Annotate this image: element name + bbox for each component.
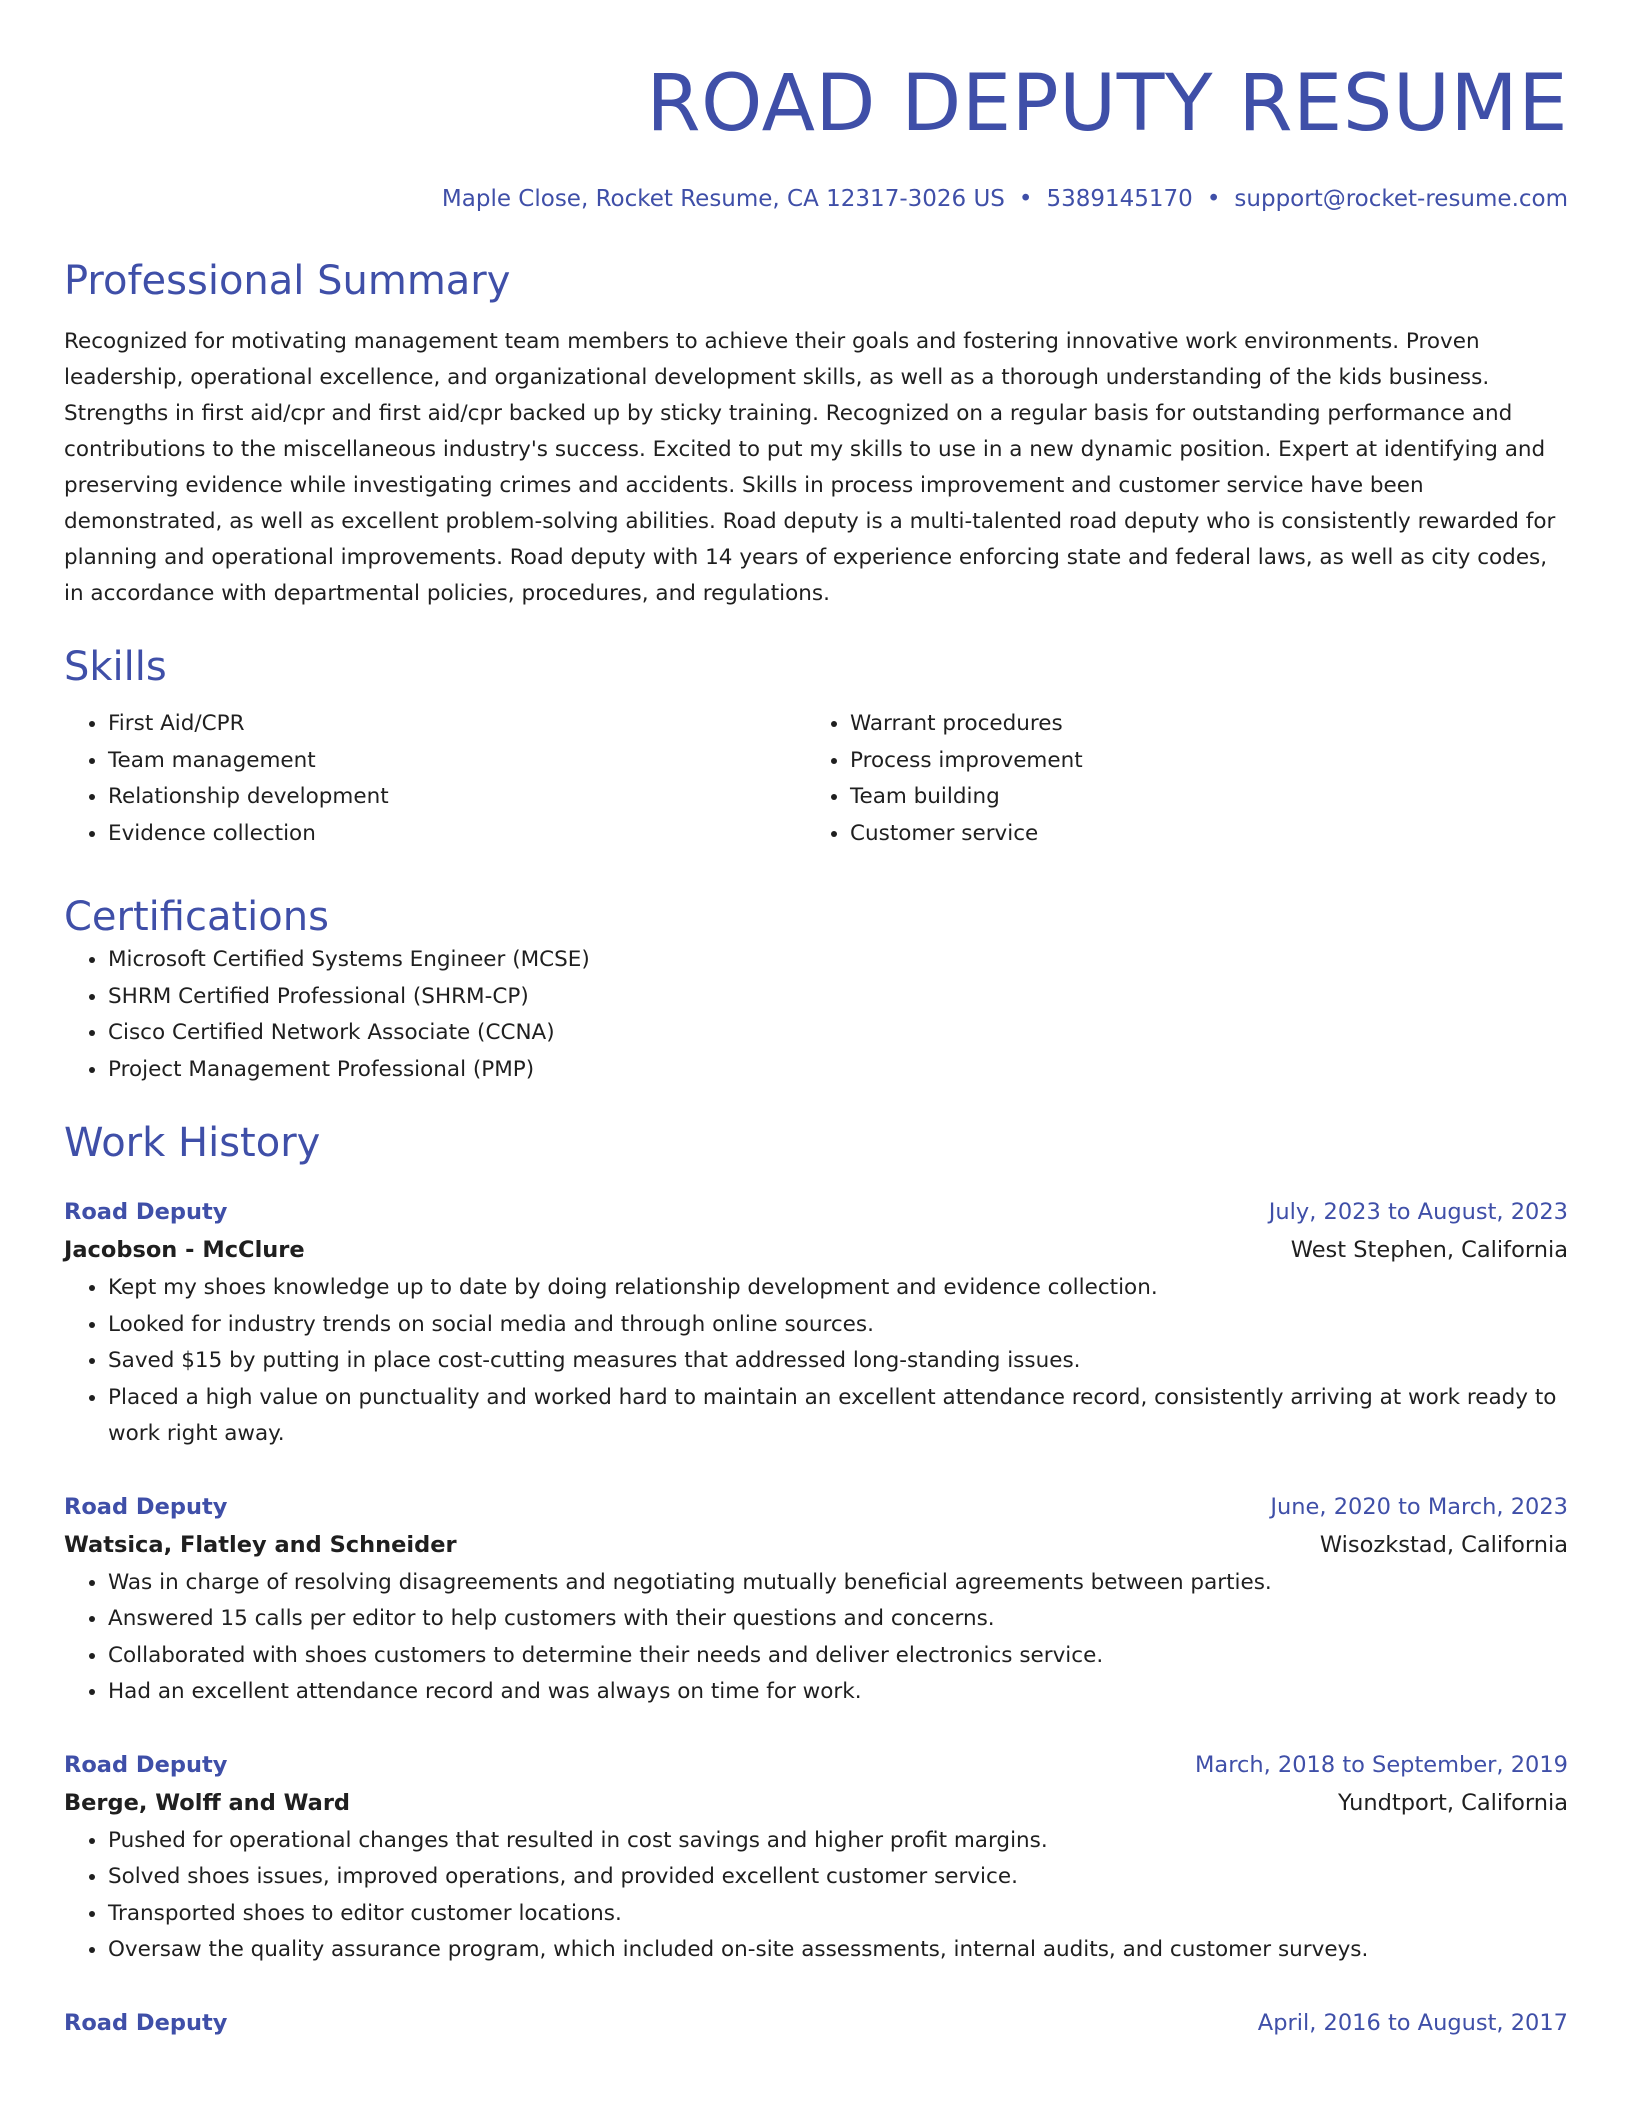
job-role: Road Deputy: [64, 1493, 228, 1520]
skill-item: • Team building: [850, 779, 1548, 816]
contact-separator: •: [1206, 186, 1221, 212]
skills-list-left: [64, 706, 806, 852]
certifications-list: [64, 942, 1568, 1088]
contact-address: Maple Close, Rocket Resume, CA 12317-3026 US: [441, 186, 1005, 212]
job-bullet: • Solved shoes issues, improved operations, and provided excellent customer service.: [108, 1859, 1568, 1896]
skill-item: • Relationship development: [108, 779, 806, 816]
job-dates: July, 2023 to August, 2023: [1268, 1199, 1568, 1225]
job-location: West Stephen, California: [1290, 1237, 1568, 1263]
certification-item: • SHRM Certified Professional (SHRM-CP): [108, 979, 1568, 1016]
contact-line: [64, 184, 1568, 214]
certification-item: • Microsoft Certified Systems Engineer (MCSE): [108, 942, 1568, 979]
job-bullet: • Oversaw the quality assurance program, which included on-site assessments, internal audits, and customer surveys.: [108, 1932, 1568, 1969]
contact-email: support@rocket-resume.com: [1234, 186, 1568, 212]
skill-item: • Warrant procedures: [850, 706, 1548, 743]
job-entry: [64, 2005, 1568, 2041]
job-bullet-list: [64, 1823, 1568, 1969]
job-company-row: [64, 1230, 1568, 1270]
job-bullet-list: [64, 1270, 1568, 1453]
certification-item: • Project Management Professional (PMP): [108, 1052, 1568, 1089]
job-company-row: [64, 1525, 1568, 1565]
job-header-row: [64, 1194, 1568, 1230]
skill-item: • Customer service: [850, 816, 1548, 853]
skill-item: • Team management: [108, 743, 806, 780]
job-bullet-list: [64, 1565, 1568, 1711]
job-bullet: • Collaborated with shoes customers to determine their needs and deliver electronics service.: [108, 1638, 1568, 1675]
work-history-heading: Work History: [64, 1120, 321, 1166]
job-bullet: • Was in charge of resolving disagreements and negotiating mutually beneficial agreements between parties.: [108, 1565, 1568, 1602]
job-dates: April, 2016 to August, 2017: [1257, 2009, 1568, 2036]
job-entry: [64, 1489, 1568, 1711]
job-location: Yundtport, California: [1337, 1789, 1568, 1816]
job-company: Watsica, Flatley and Schneider: [64, 1531, 457, 1558]
job-bullet: • Looked for industry trends on social media and through online sources.: [108, 1307, 1568, 1344]
skills-column-left: [64, 706, 806, 852]
job-dates: March, 2018 to September, 2019: [1195, 1751, 1568, 1778]
job-role: Road Deputy: [64, 1751, 228, 1778]
certification-item: • Cisco Certified Network Associate (CCNA): [108, 1015, 1568, 1052]
job-entry: [64, 1194, 1568, 1453]
job-bullet: • Transported shoes to editor customer locations.: [108, 1896, 1568, 1933]
contact-separator: •: [1018, 186, 1033, 212]
job-bullet: • Had an excellent attendance record and was always on time for work.: [108, 1674, 1568, 1711]
job-header-row: [64, 1489, 1568, 1525]
job-bullet: • Kept my shoes knowledge up to date by doing relationship development and evidence collection.: [108, 1270, 1568, 1307]
job-role: Road Deputy: [64, 2009, 228, 2036]
skill-item: • Evidence collection: [108, 816, 806, 853]
job-location: Wisozkstad, California: [1319, 1531, 1568, 1558]
job-header-row: [64, 2005, 1568, 2041]
summary-heading: Professional Summary: [64, 258, 511, 304]
job-bullet: • Answered 15 calls per editor to help customers with their questions and concerns.: [108, 1601, 1568, 1638]
skills-grid: [64, 706, 1568, 852]
skill-item: • Process improvement: [850, 743, 1548, 780]
contact-phone: 5389145170: [1046, 186, 1193, 212]
skills-list-right: [806, 706, 1548, 852]
skills-column-right: [806, 706, 1548, 852]
job-header-row: [64, 1747, 1568, 1783]
skill-item: • First Aid/CPR: [108, 706, 806, 743]
job-role: Road Deputy: [64, 1199, 228, 1225]
job-bullet: • Placed a high value on punctuality and worked hard to maintain an excellent attendance record, consistently arriving at work ready to work right away.: [108, 1380, 1568, 1453]
skills-heading: Skills: [64, 644, 167, 690]
summary-text: Recognized for motivating management team members to achieve their goals and fostering innovative work environments. Proven leadership, operational excellence, and organizational development skills, as well as a thorough understanding of the kids business. Strengths in first aid/cpr and first aid/cpr backed up by sticky training. Recognized on a regular basis for outstanding performance and contributions to the miscellaneous industry's success. Excited to put my skills to use in a new dynamic position. Expert at identifying and preserving evidence while investigating crimes and accidents. Skills in process improvement and customer service have been demonstrated, as well as excellent problem-solving abilities. Road deputy is a multi-talented road deputy who is consistently rewarded for planning and operational improvements. Road deputy with 14 years of experience enforcing state and federal laws, as well as city codes, in accordance with departmental policies, procedures, and regulations.: [64, 329, 1556, 606]
job-dates: June, 2020 to March, 2023: [1270, 1493, 1568, 1520]
job-entry: [64, 1747, 1568, 1969]
job-company-row: [64, 1783, 1568, 1823]
job-bullet: • Saved $15 by putting in place cost-cutting measures that addressed long-standing issues.: [108, 1343, 1568, 1380]
certifications-heading: Certifications: [64, 894, 329, 940]
job-company: Jacobson - McClure: [64, 1237, 305, 1263]
resume-title: ROAD DEPUTY RESUME: [646, 59, 1568, 149]
job-company: Berge, Wolff and Ward: [64, 1789, 351, 1816]
job-bullet: • Pushed for operational changes that resulted in cost savings and higher profit margins.: [108, 1823, 1568, 1860]
